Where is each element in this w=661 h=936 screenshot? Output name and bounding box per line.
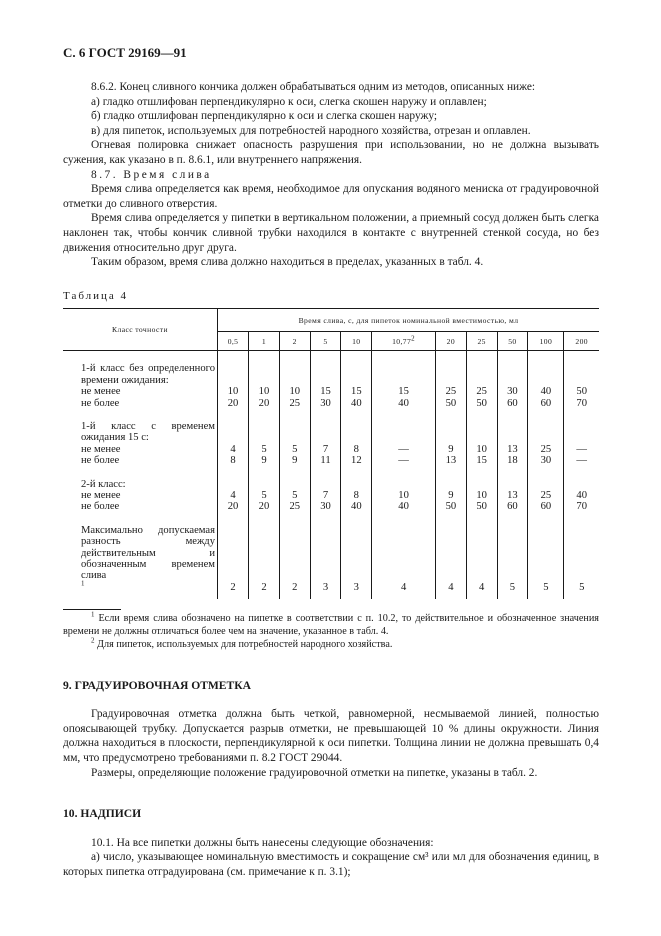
table-cell: 10 [466, 490, 497, 501]
table-cell: 10 [218, 386, 249, 397]
table-cell: 13 [435, 455, 466, 466]
table-row [63, 444, 599, 455]
table-row [63, 421, 599, 444]
table-cell: — [372, 444, 436, 455]
document-body [63, 80, 599, 880]
table-cell: 10 [372, 490, 436, 501]
limit-label: не более [81, 397, 120, 409]
table-row [63, 455, 599, 466]
table-cell: 40 [372, 398, 436, 409]
table-cell: 9 [279, 455, 310, 466]
table-cell: 25 [528, 444, 564, 455]
table-row [63, 501, 599, 512]
table-cell: — [564, 455, 599, 466]
table-cell: 25 [466, 386, 497, 397]
paragraph: в) для пипеток, используемых для потребностей народного хозяйства, отрезан и оплавлен. [91, 124, 531, 137]
table-cell: 8 [341, 444, 372, 455]
paragraph: 10.1. На все пипетки должны быть нанесены следующие обозначения: [91, 836, 434, 849]
paragraph: 8.6.2. Конец сливного кончика должен обрабатываться одним из методов, описанных ниже: [91, 81, 536, 93]
table-cell: 8 [341, 490, 372, 501]
table-cell: 7 [310, 444, 341, 455]
capacity-header [218, 332, 249, 351]
table-cell: 5 [528, 525, 564, 593]
footnote-mark: 2 [411, 334, 416, 343]
table-cell: 30 [497, 386, 528, 397]
table-cell: 50 [466, 398, 497, 409]
table-cell: 30 [310, 398, 341, 409]
table-cell: 9 [249, 455, 280, 466]
capacity-header [528, 332, 564, 351]
capacity-header [341, 332, 372, 351]
table-cell: 20 [249, 398, 280, 409]
paragraph: Размеры, определяющие положение градуировочной отметки на пипетке, указаны в табл. 2. [91, 766, 538, 779]
capacity-header [466, 332, 497, 351]
table-cell: 25 [528, 490, 564, 501]
table-cell: 15 [372, 386, 436, 397]
table-cell: 40 [564, 490, 599, 501]
table-cell: 20 [249, 501, 280, 512]
table-cell: 13 [497, 444, 528, 455]
footnote-text: Для пипеток, используемых для потребностей народного хозяйства. [97, 638, 393, 650]
limit-label: не более [81, 501, 120, 513]
capacity-label: 50 [508, 336, 517, 346]
paragraph: а) число, указывающее номинальную вместимость и сокращение см³ или мл для обозначения единиц, в которых пипетка отградуирована (см. примечание к п. 3.1); [63, 851, 599, 878]
table-cell: 11 [310, 455, 341, 466]
paragraph: Огневая полировка снижает опасность разрушения при использовании, но не должна вызывать сужения, как указано в п. 8.6.1, или внутреннего напряжения. [63, 139, 599, 166]
column-header-class: Класс точности [112, 325, 168, 335]
table-cell: 4 [466, 525, 497, 593]
drainage-time-table [63, 308, 599, 599]
difference-label: Максимально допускаемая разность между действительным и обозначенным временем слива [81, 524, 215, 582]
table-cell: 70 [564, 398, 599, 409]
limit-label: не менее [81, 443, 121, 455]
paragraph: а) гладко отшлифован перпендикулярно к оси, слегка скошен наружу и оплавлен; [91, 95, 487, 108]
table-cell: 40 [528, 386, 564, 397]
table-cell: 3 [341, 525, 372, 593]
section-heading: 10. НАДПИСИ [63, 807, 142, 821]
table-cell: 7 [310, 490, 341, 501]
capacity-header [435, 332, 466, 351]
table-cell: 5 [279, 444, 310, 455]
table-row [63, 386, 599, 397]
table-cell: 2 [218, 525, 249, 593]
paragraph: Время слива определяется у пипетки в вертикальном положении, а приемный сосуд должен быть слегка наклонен так, чтобы кончик сливной трубки находился в контакте с внутренней стенкой сосуда, но без движения относительно друг друга. [63, 212, 599, 254]
table-cell: 15 [341, 386, 372, 397]
table-cell: 40 [372, 501, 436, 512]
class-label: 1-й класс с временем ожидания 15 с: [81, 420, 215, 444]
table-cell: 5 [279, 490, 310, 501]
table-cell: 10 [279, 386, 310, 397]
table-cell: 60 [528, 398, 564, 409]
table-row [63, 398, 599, 409]
footnote-text: Если время слива обозначено на пипетке в соответствии с п. 10.2, то действительное и обозначенное значения времени не должны отличаться более чем на значение, указанное в табл. 4. [63, 613, 599, 638]
table-cell: 18 [497, 455, 528, 466]
capacity-header [310, 332, 341, 351]
table-cell: 50 [435, 501, 466, 512]
table-cell: 25 [279, 501, 310, 512]
table-cell: — [372, 455, 436, 466]
table-cell: 10 [249, 386, 280, 397]
footnote-mark: 1 [91, 610, 95, 619]
capacity-label: 5 [323, 336, 328, 346]
table-cell: 20 [218, 501, 249, 512]
table-cell: 40 [341, 398, 372, 409]
page-header: С. 6 ГОСТ 29169—91 [63, 45, 187, 60]
table-cell: 50 [564, 386, 599, 397]
column-group-header: Время слива, с, для пипеток номинальной вместимостью, мл [218, 309, 600, 332]
table-row [63, 525, 599, 593]
table-cell: 70 [564, 501, 599, 512]
footnote-mark: 2 [91, 636, 95, 645]
table-cell: 25 [279, 398, 310, 409]
paragraph: Таким образом, время слива должно находиться в пределах, указанных в табл. 4. [91, 256, 484, 269]
table-cell: 13 [497, 490, 528, 501]
table-cell: 30 [528, 455, 564, 466]
capacity-header [249, 332, 280, 351]
table-cell: 60 [497, 501, 528, 512]
table-cell: 60 [497, 398, 528, 409]
table-cell: 50 [435, 398, 466, 409]
table-cell: 12 [341, 455, 372, 466]
capacity-header [279, 332, 310, 351]
class-label: 1-й класс без определенного времени ожидания: [81, 363, 215, 386]
capacity-label: 25 [477, 336, 486, 346]
paragraph: б) гладко отшлифован перпендикулярно к оси и слегка скошен наружу; [91, 110, 438, 123]
table-cell: 20 [218, 398, 249, 409]
table-cell: 4 [218, 444, 249, 455]
table-cell: 4 [218, 490, 249, 501]
capacity-label: 10 [352, 336, 361, 346]
capacity-label: 1 [261, 336, 267, 346]
capacity-header [564, 332, 599, 351]
table-cell: 2 [279, 525, 310, 593]
table-cell: 10 [466, 444, 497, 455]
table-cell: 5 [564, 525, 599, 593]
capacity-header [497, 332, 528, 351]
capacity-label: 0,5 [227, 336, 239, 346]
table-cell: 5 [249, 444, 280, 455]
table-caption: Таблица 4 [63, 289, 129, 302]
table-row [63, 479, 599, 490]
table-row [63, 490, 599, 501]
footnote-mark: 1 [81, 579, 85, 588]
table-cell: 5 [497, 525, 528, 593]
table-cell: 8 [218, 455, 249, 466]
table-cell: 9 [435, 444, 466, 455]
table-cell: 60 [528, 501, 564, 512]
capacity-label: 2 [292, 336, 297, 346]
section-heading: 9. ГРАДУИРОВОЧНАЯ ОТМЕТКА [63, 678, 252, 692]
paragraph: Градуировочная отметка должна быть четкой, равномерной, несмываемой линией, полностью опоясывающей трубку. Допускается разрыв отметки, не превышающей 10 % длины окружности. Линия должна находиться в плоскости, перпендикулярной к оси пипетки. Толщина линии не должна превышать 0,4 мм, что предусмотрено требованиями п. 8.2 ГОСТ 29044. [63, 708, 599, 764]
footnote [63, 636, 599, 652]
capacity-header [372, 332, 436, 351]
capacity-label: 100 [539, 336, 553, 346]
paragraph: Время слива определяется как время, необходимое для опускания водяного мениска от градуировочной отметки до сливного отверстия. [63, 183, 599, 210]
limit-label: не менее [81, 489, 121, 501]
limit-label: не более [81, 455, 120, 467]
capacity-label: 200 [575, 336, 588, 346]
table-cell: 40 [341, 501, 372, 512]
table-row [63, 363, 599, 386]
capacity-label: 20 [446, 336, 456, 346]
table-cell: 4 [372, 525, 436, 593]
table-cell: 4 [435, 525, 466, 593]
subsection-heading: 8.7. Время слива [91, 168, 212, 181]
table-cell: — [564, 444, 599, 455]
table-cell: 25 [435, 386, 466, 397]
capacity-label: 10,77 [392, 336, 412, 346]
table-cell: 15 [310, 386, 341, 397]
class-label: 2-й класс: [81, 478, 126, 490]
table-cell: 2 [249, 525, 280, 593]
table-cell: 9 [435, 490, 466, 501]
limit-label: не менее [81, 386, 121, 398]
table-cell: 30 [310, 501, 341, 512]
footnote [63, 610, 599, 639]
table-cell: 15 [466, 455, 497, 466]
table-cell: 50 [466, 501, 497, 512]
table-cell: 5 [249, 490, 280, 501]
table-cell: 3 [310, 525, 341, 593]
